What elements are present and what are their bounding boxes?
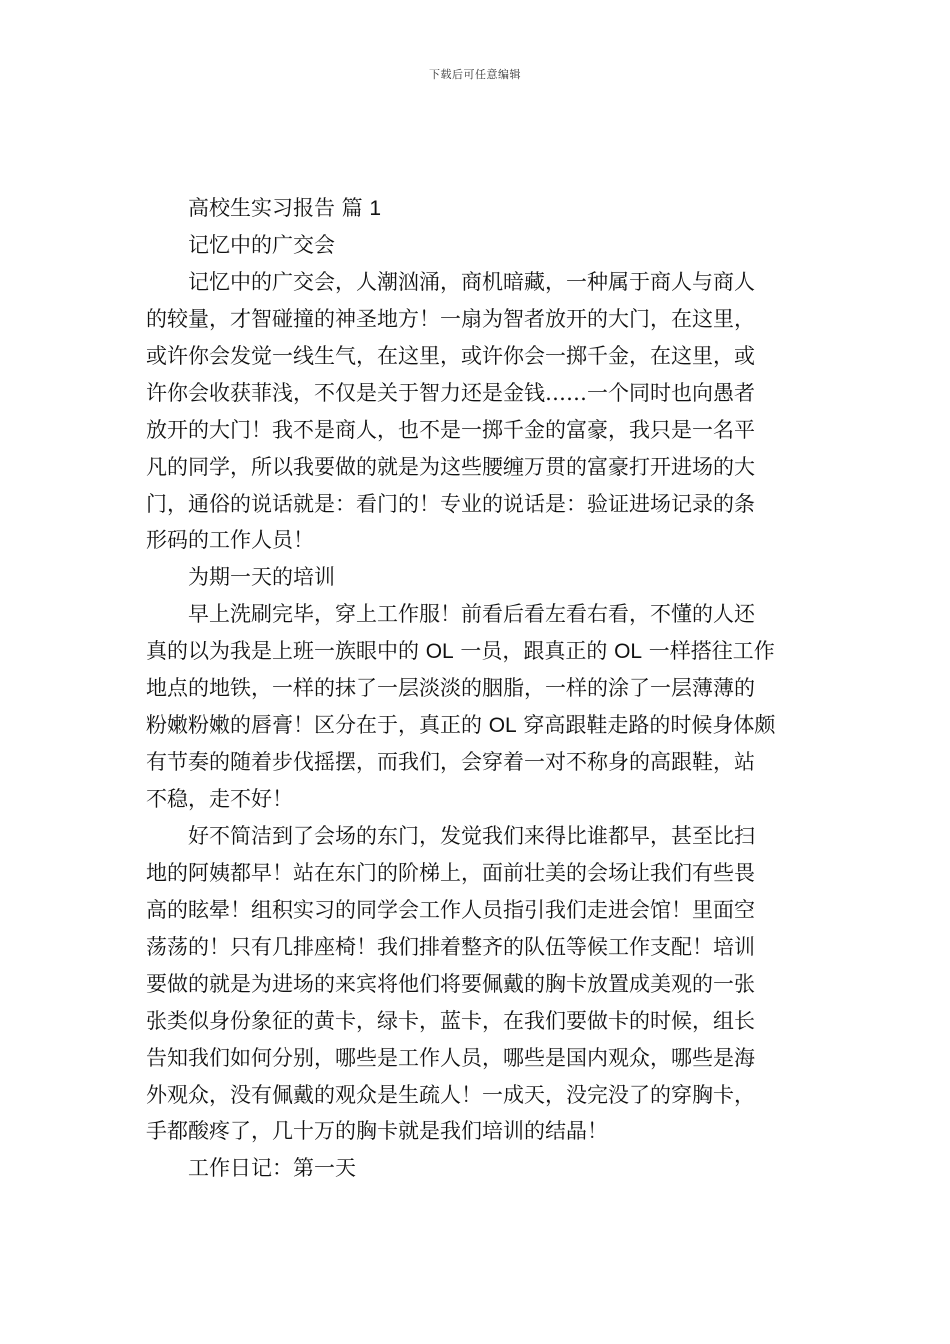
paragraph-line: 形码的工作人员！ — [146, 528, 314, 553]
page-header: 下载后可任意编辑 — [429, 68, 521, 81]
subheading-work-diary: 工作日记：第一天 — [188, 1156, 356, 1181]
paragraph-line: 早上洗刷完毕，穿上工作服！前看后看左看右看，不懂的人还 — [188, 602, 755, 627]
document-body — [146, 190, 806, 1187]
paragraph-line: 记忆中的广交会，人潮汹涌，商机暗藏，一种属于商人与商人 — [188, 269, 755, 294]
paragraph-line: 地的阿姨都早！站在东门的阶梯上，面前壮美的会场让我们有些畏 — [146, 860, 755, 885]
subheading-guangjiaohui: 记忆中的广交会 — [188, 232, 335, 257]
paragraph-line: 要做的就是为进场的来宾将他们将要佩戴的胸卡放置成美观的一张 — [146, 971, 755, 996]
paragraph-line: 好不简洁到了会场的东门，发觉我们来得比谁都早，甚至比扫 — [188, 823, 755, 848]
paragraph-line: 不稳，走不好！ — [146, 787, 293, 811]
paragraph-line: 高的眩晕！组积实习的同学会工作人员指引我们走进会馆！里面空 — [146, 897, 755, 922]
paragraph-line: 手都酸疼了，几十万的胸卡就是我们培训的结晶！ — [146, 1119, 608, 1144]
latin-text: OL — [614, 640, 643, 664]
paragraph-line: 的较量，才智碰撞的神圣地方！一扇为智者放开的大门，在这里， — [146, 306, 755, 331]
paragraph-line: 有节奏的随着步伐摇摆，而我们，会穿着一对不称身的高跟鞋，站 — [146, 750, 755, 775]
paragraph-line: 告知我们如何分别，哪些是工作人员，哪些是国内观众，哪些是海 — [146, 1045, 755, 1070]
paragraph-line: 张类似身份象征的黄卡，绿卡，蓝卡，在我们要做卡的时候，组长 — [146, 1008, 755, 1033]
paragraph-line: 地点的地铁，一样的抹了一层淡淡的胭脂，一样的涂了一层薄薄的 — [146, 676, 755, 701]
paragraph-line: 粉嫩粉嫩的唇膏！区分在于，真正的 OL 穿高跟鞋走路的时候身体颇 — [146, 713, 776, 738]
latin-text: OL — [425, 640, 454, 664]
paragraph-line: 许你会收获菲浅，不仅是关于智力还是金钱……一个同时也向愚者 — [146, 380, 755, 405]
subheading-training: 为期一天的培训 — [188, 565, 335, 590]
paragraph-line: 或许你会发觉一线生气，在这里，或许你会一掷千金，在这里，或 — [146, 343, 755, 368]
paragraph-line: 放开的大门！我不是商人，也不是一掷千金的富豪，我只是一名平 — [146, 417, 755, 442]
paragraph-line: 凡的同学，所以我要做的就是为这些腰缠万贯的富豪打开进场的大 — [146, 454, 755, 479]
latin-text: 1 — [369, 197, 382, 220]
paragraph-line: 外观众，没有佩戴的观众是生疏人！一成天，没完没了的穿胸卡， — [146, 1082, 755, 1107]
latin-text: OL — [488, 714, 517, 738]
paragraph-line: 门，通俗的说话就是：看门的！专业的说话是：验证进场记录的条 — [146, 491, 755, 516]
section-title: 高校生实习报告 篇 1 — [188, 196, 382, 220]
paragraph-line: 真的以为我是上班一族眼中的 OL 一员，跟真正的 OL 一样搭往工作 — [146, 639, 775, 664]
paragraph-line: 荡荡的！只有几排座椅！我们排着整齐的队伍等候工作支配！培训 — [146, 934, 755, 959]
